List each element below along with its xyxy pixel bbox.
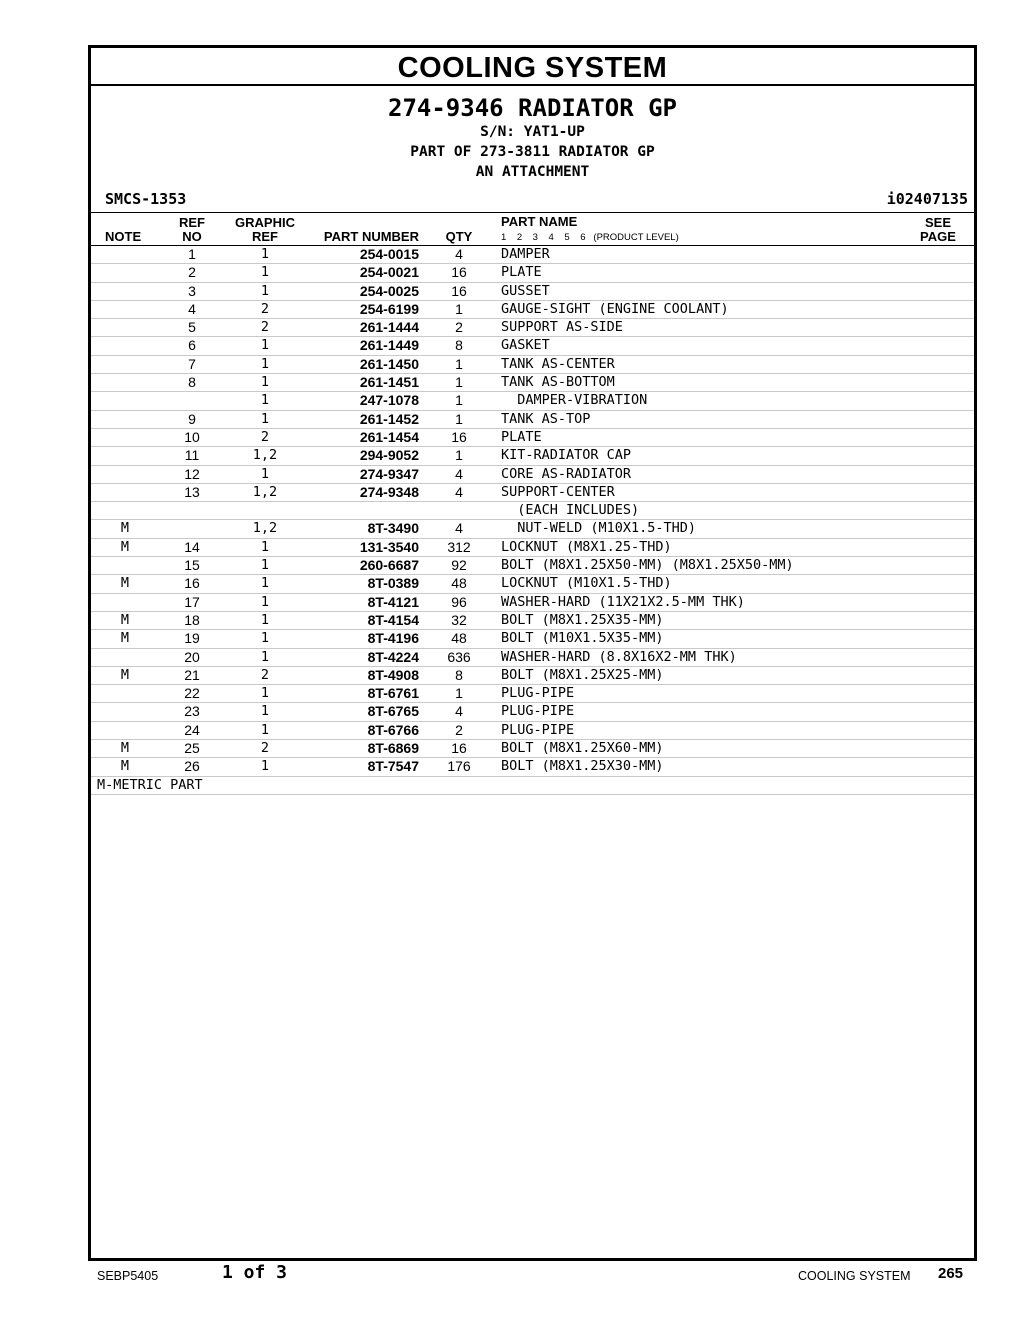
- row-ref-no: 8: [188, 374, 196, 391]
- row-qty: 16: [451, 740, 467, 757]
- row-note: M: [120, 630, 130, 647]
- row-part-number: 261-1452: [359, 410, 419, 427]
- row-part-number: 261-1450: [359, 355, 419, 372]
- row-part-number: 8T-4121: [367, 593, 419, 610]
- row-ref-no: 7: [188, 355, 196, 372]
- row-part-name: SUPPORT-CENTER: [501, 483, 615, 500]
- col-note: NOTE: [105, 229, 142, 244]
- row-qty: 312: [447, 538, 471, 555]
- smcs-code: SMCS-1353: [105, 190, 187, 208]
- table-row: [91, 722, 974, 740]
- row-note: M: [120, 538, 130, 555]
- row-graphic-ref: 1: [260, 538, 270, 555]
- metric-note: M-METRIC PART: [97, 776, 203, 793]
- row-graphic-ref: 2: [260, 666, 270, 683]
- row-graphic-ref: 1: [260, 355, 270, 372]
- table-row: [91, 667, 974, 685]
- section-title: COOLING SYSTEM: [91, 48, 974, 86]
- row-graphic-ref: 1: [260, 685, 270, 702]
- row-ref-no: 26: [184, 758, 200, 775]
- table-row: [91, 649, 974, 667]
- table-row: [91, 612, 974, 630]
- row-part-number: 8T-4154: [367, 611, 419, 628]
- document-id: SEBP5405: [97, 1269, 159, 1283]
- table-row: [91, 575, 974, 593]
- row-part-number: 274-9347: [359, 465, 419, 482]
- row-graphic-ref: 1: [260, 611, 270, 628]
- row-qty: 636: [447, 648, 471, 665]
- table-row: [91, 539, 974, 557]
- table-row: [91, 520, 974, 538]
- row-part-number: 8T-3490: [367, 520, 419, 537]
- row-part-name: SUPPORT AS-SIDE: [501, 319, 623, 336]
- col-see-top: SEE: [924, 215, 951, 230]
- row-qty: 8: [455, 337, 463, 354]
- table-row: [91, 264, 974, 282]
- row-qty: 16: [451, 428, 467, 445]
- row-part-name: BOLT (M10X1.5X35-MM): [501, 630, 664, 647]
- row-ref-no: 25: [184, 740, 200, 757]
- row-part-number: 8T-4908: [367, 666, 419, 683]
- row-part-name: BOLT (M8X1.25X25-MM): [501, 666, 664, 683]
- row-graphic-ref: 1: [260, 374, 270, 391]
- row-graphic-ref: 1: [260, 282, 270, 299]
- row-graphic-ref: 1: [260, 557, 270, 574]
- row-ref-no: 10: [184, 428, 200, 445]
- table-row: [91, 429, 974, 447]
- row-ref-no: 22: [184, 685, 200, 702]
- row-qty: 4: [455, 465, 463, 482]
- row-part-number: 8T-0389: [367, 575, 419, 592]
- col-ref-bottom: NO: [182, 229, 202, 244]
- row-graphic-ref: 1: [260, 337, 270, 354]
- row-qty: 4: [455, 483, 463, 500]
- row-graphic-ref: 1: [260, 758, 270, 775]
- row-part-name: CORE AS-RADIATOR: [501, 465, 632, 482]
- col-ref-top: REF: [179, 215, 205, 230]
- table-row: [91, 411, 974, 429]
- row-ref-no: 9: [188, 410, 196, 427]
- table-row: [91, 685, 974, 703]
- row-part-number: 8T-6869: [367, 740, 419, 757]
- row-part-name: GUSSET: [501, 282, 550, 299]
- row-qty: 1: [455, 685, 463, 702]
- row-qty: 2: [455, 319, 463, 336]
- col-graphic-bottom: REF: [252, 229, 278, 244]
- column-headers: [91, 213, 974, 246]
- row-part-name: KIT-RADIATOR CAP: [501, 447, 632, 464]
- row-ref-no: 18: [184, 611, 200, 628]
- row-graphic-ref: 1: [260, 630, 270, 647]
- row-qty: 1: [455, 355, 463, 372]
- row-part-name: PLUG-PIPE: [501, 721, 575, 738]
- row-part-number: 8T-4224: [367, 648, 419, 665]
- col-graphic-top: GRAPHIC: [235, 215, 295, 230]
- row-note: M: [120, 666, 130, 683]
- row-part-number: 131-3540: [359, 538, 419, 555]
- row-part-number: 261-1444: [359, 319, 419, 336]
- row-ref-no: 11: [184, 447, 200, 464]
- col-part-name: PART NAME: [501, 214, 578, 229]
- row-graphic-ref: 2: [260, 740, 270, 757]
- row-note: M: [120, 520, 130, 537]
- table-row: [91, 630, 974, 648]
- row-qty: 176: [447, 758, 471, 775]
- group-header: [91, 86, 974, 213]
- row-graphic-ref: 2: [260, 428, 270, 445]
- footer-section: COOLING SYSTEM: [798, 1269, 911, 1283]
- row-part-number: 261-1451: [359, 374, 419, 391]
- row-qty: 48: [451, 630, 467, 647]
- row-graphic-ref: 1: [260, 648, 270, 665]
- table-row: [91, 703, 974, 721]
- table-row: [91, 319, 974, 337]
- row-qty: 1: [455, 300, 463, 317]
- table-row: [91, 557, 974, 575]
- table-row: [91, 246, 974, 264]
- row-note: M: [120, 611, 130, 628]
- table-row: [91, 502, 974, 520]
- row-part-number: 274-9348: [359, 483, 419, 500]
- row-ref-no: 16: [184, 575, 200, 592]
- row-part-number: 254-0021: [359, 264, 419, 281]
- row-graphic-ref: 1: [260, 575, 270, 592]
- row-part-number: 260-6687: [359, 557, 419, 574]
- row-part-name: DAMPER-VIBRATION: [501, 392, 648, 409]
- col-qty: QTY: [445, 229, 473, 244]
- row-part-number: 8T-4196: [367, 630, 419, 647]
- row-ref-no: 3: [188, 282, 196, 299]
- row-graphic-ref: 1,2: [252, 447, 278, 464]
- row-ref-no: 15: [184, 557, 200, 574]
- row-part-name: BOLT (M8X1.25X50-MM) (M8X1.25X50-MM): [501, 557, 794, 574]
- row-graphic-ref: 1: [260, 465, 270, 482]
- row-part-name: WASHER-HARD (8.8X16X2-MM THK): [501, 648, 737, 665]
- table-row: [91, 484, 974, 502]
- row-qty: 96: [451, 593, 467, 610]
- row-qty: 4: [455, 246, 463, 262]
- row-ref-no: 13: [184, 483, 200, 500]
- parts-list: [91, 246, 974, 777]
- row-qty: 1: [455, 447, 463, 464]
- row-qty: 16: [451, 282, 467, 299]
- product-levels: 1 2 3 4 5 6 (PRODUCT LEVEL): [501, 232, 679, 243]
- row-qty: 1: [455, 374, 463, 391]
- row-part-number: 8T-6766: [367, 721, 419, 738]
- row-ref-no: 21: [184, 666, 200, 683]
- row-part-name: PLUG-PIPE: [501, 685, 575, 702]
- row-qty: 8: [455, 666, 463, 683]
- row-part-number: 254-0015: [359, 246, 419, 262]
- row-part-number: 261-1454: [359, 428, 419, 445]
- row-graphic-ref: 1: [260, 410, 270, 427]
- table-row: [91, 758, 974, 776]
- attachment-line: AN ATTACHMENT: [475, 164, 590, 180]
- row-part-number: 261-1449: [359, 337, 419, 354]
- row-qty: 32: [451, 611, 467, 628]
- row-part-name: GASKET: [501, 337, 550, 354]
- row-note: M: [120, 575, 130, 592]
- row-graphic-ref: 1: [260, 593, 270, 610]
- row-ref-no: 19: [184, 630, 200, 647]
- table-row: [91, 392, 974, 410]
- row-ref-no: 5: [188, 319, 196, 336]
- row-part-name: PLATE: [501, 428, 542, 445]
- row-part-name: LOCKNUT (M8X1.25-THD): [501, 538, 672, 555]
- row-qty: 4: [455, 703, 463, 720]
- row-ref-no: 17: [184, 593, 200, 610]
- row-qty: 1: [455, 392, 463, 409]
- table-row: [91, 356, 974, 374]
- illustration-id: i02407135: [886, 190, 968, 208]
- table-row: [91, 283, 974, 301]
- parts-page-frame: [88, 45, 977, 1261]
- row-graphic-ref: 1: [260, 264, 270, 281]
- table-row: [91, 374, 974, 392]
- row-part-number: 247-1078: [359, 392, 419, 409]
- row-part-name: PLATE: [501, 264, 542, 281]
- row-ref-no: 23: [184, 703, 200, 720]
- row-ref-no: 6: [188, 337, 196, 354]
- row-part-name: TANK AS-CENTER: [501, 355, 615, 372]
- row-part-name: TANK AS-BOTTOM: [501, 374, 615, 391]
- row-ref-no: 24: [184, 721, 200, 738]
- row-graphic-ref: 1: [260, 246, 270, 262]
- row-ref-no: 2: [188, 264, 196, 281]
- row-part-number: 8T-6761: [367, 685, 419, 702]
- row-qty: 16: [451, 264, 467, 281]
- row-part-name: PLUG-PIPE: [501, 703, 575, 720]
- table-row: [91, 447, 974, 465]
- row-qty: 1: [455, 410, 463, 427]
- group-title: 274-9346 RADIATOR GP: [388, 94, 677, 122]
- row-qty: 4: [455, 520, 463, 537]
- row-qty: 48: [451, 575, 467, 592]
- row-ref-no: 14: [184, 538, 200, 555]
- row-graphic-ref: 2: [260, 319, 270, 336]
- table-row: [91, 740, 974, 758]
- row-graphic-ref: 1,2: [252, 520, 278, 537]
- table-row: [91, 466, 974, 484]
- row-ref-no: 1: [188, 246, 196, 262]
- row-part-name: BOLT (M8X1.25X35-MM): [501, 611, 664, 628]
- row-qty: 92: [451, 557, 467, 574]
- row-part-number: 254-0025: [359, 282, 419, 299]
- row-part-name: WASHER-HARD (11X21X2.5-MM THK): [501, 593, 745, 610]
- row-part-name: GAUGE-SIGHT (ENGINE COOLANT): [501, 300, 729, 317]
- row-part-name: DAMPER: [501, 246, 550, 262]
- page-of: 1 of 3: [222, 1262, 288, 1283]
- part-of-line: PART OF 273-3811 RADIATOR GP: [410, 144, 655, 160]
- row-ref-no: 12: [184, 465, 200, 482]
- row-part-name: BOLT (M8X1.25X30-MM): [501, 758, 664, 775]
- row-part-number: 8T-6765: [367, 703, 419, 720]
- row-qty: 2: [455, 721, 463, 738]
- row-graphic-ref: 1: [260, 703, 270, 720]
- table-row: [91, 301, 974, 319]
- page-number: 265: [938, 1265, 964, 1282]
- row-ref-no: 4: [188, 300, 196, 317]
- row-part-number: 294-9052: [359, 447, 419, 464]
- row-part-number: 8T-7547: [367, 758, 419, 775]
- col-see-bottom: PAGE: [920, 229, 956, 244]
- row-part-name: BOLT (M8X1.25X60-MM): [501, 740, 664, 757]
- row-note: M: [120, 740, 130, 757]
- metric-note-row: [91, 777, 974, 795]
- table-row: [91, 594, 974, 612]
- row-part-name: LOCKNUT (M10X1.5-THD): [501, 575, 672, 592]
- row-part-name: NUT-WELD (M10X1.5-THD): [501, 520, 697, 537]
- row-ref-no: 20: [184, 648, 200, 665]
- row-graphic-ref: 1: [260, 721, 270, 738]
- row-graphic-ref: 2: [260, 300, 270, 317]
- row-part-name: (EACH INCLUDES): [501, 502, 640, 519]
- row-part-number: 254-6199: [359, 300, 419, 317]
- serial-number: S/N: YAT1-UP: [480, 124, 585, 140]
- row-note: M: [120, 758, 130, 775]
- table-row: [91, 337, 974, 355]
- col-part-number: PART NUMBER: [323, 229, 419, 244]
- row-graphic-ref: 1,2: [252, 483, 278, 500]
- row-graphic-ref: 1: [260, 392, 270, 409]
- row-part-name: TANK AS-TOP: [501, 410, 591, 427]
